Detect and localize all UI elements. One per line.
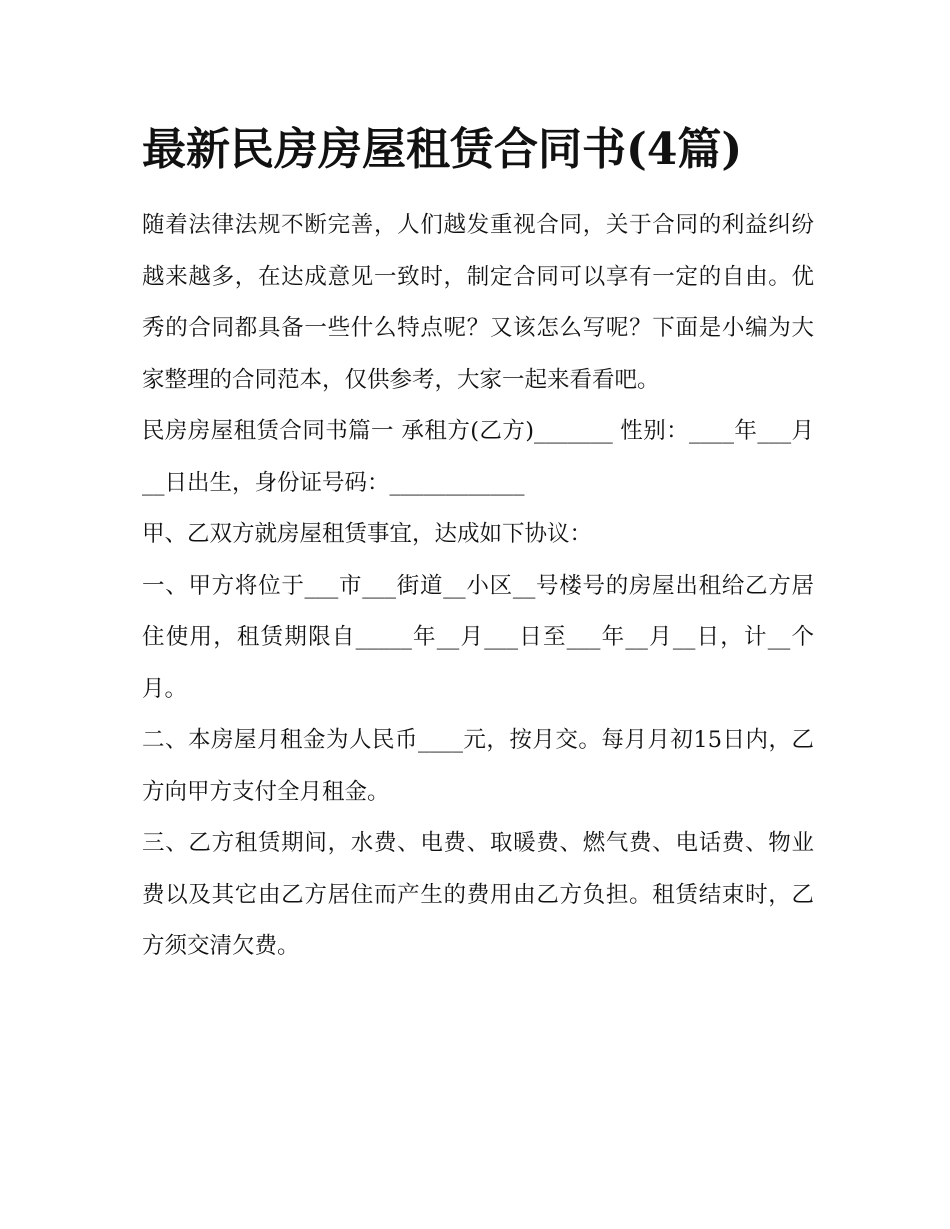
tenant-info-paragraph: 民房房屋租赁合同书篇一 承租方(乙方)_______ 性别：____年___月__日出生，身份证号码：____________ [142, 418, 814, 496]
document-body [142, 200, 814, 973]
intro-paragraph: 随着法律法规不断完善，人们越发重视合同，关于合同的利益纠纷越来越多，在达成意见一致时，制定合同可以享有一定的自由。优秀的合同都具备一些什么特点呢？又该怎么写呢？下面是小编为大家整理的合同范本，仅供参考，大家一起来看看吧。 [142, 212, 814, 393]
document-content [142, 112, 814, 973]
clause-3-paragraph: 三、乙方租赁期间，水费、电费、取暖费、燃气费、电话费、物业费以及其它由乙方居住而产生的费用由乙方负担。租赁结束时，乙方须交清欠费。 [142, 830, 814, 959]
clause-2-paragraph: 二、本房屋月租金为人民币____元，按月交。每月月初15日内，乙方向甲方支付全月租金。 [142, 727, 814, 805]
clause-1-paragraph: 一、甲方将位于___市___街道__小区__号楼号的房屋出租给乙方居住使用，租赁期限自_____年__月___日至___年__月__日，计__个月。 [142, 572, 814, 702]
document-title: 最新民房房屋租赁合同书(4篇) [142, 124, 743, 175]
agreement-intro-paragraph: 甲、乙双方就房屋租赁事宜，达成如下协议： [142, 521, 593, 547]
